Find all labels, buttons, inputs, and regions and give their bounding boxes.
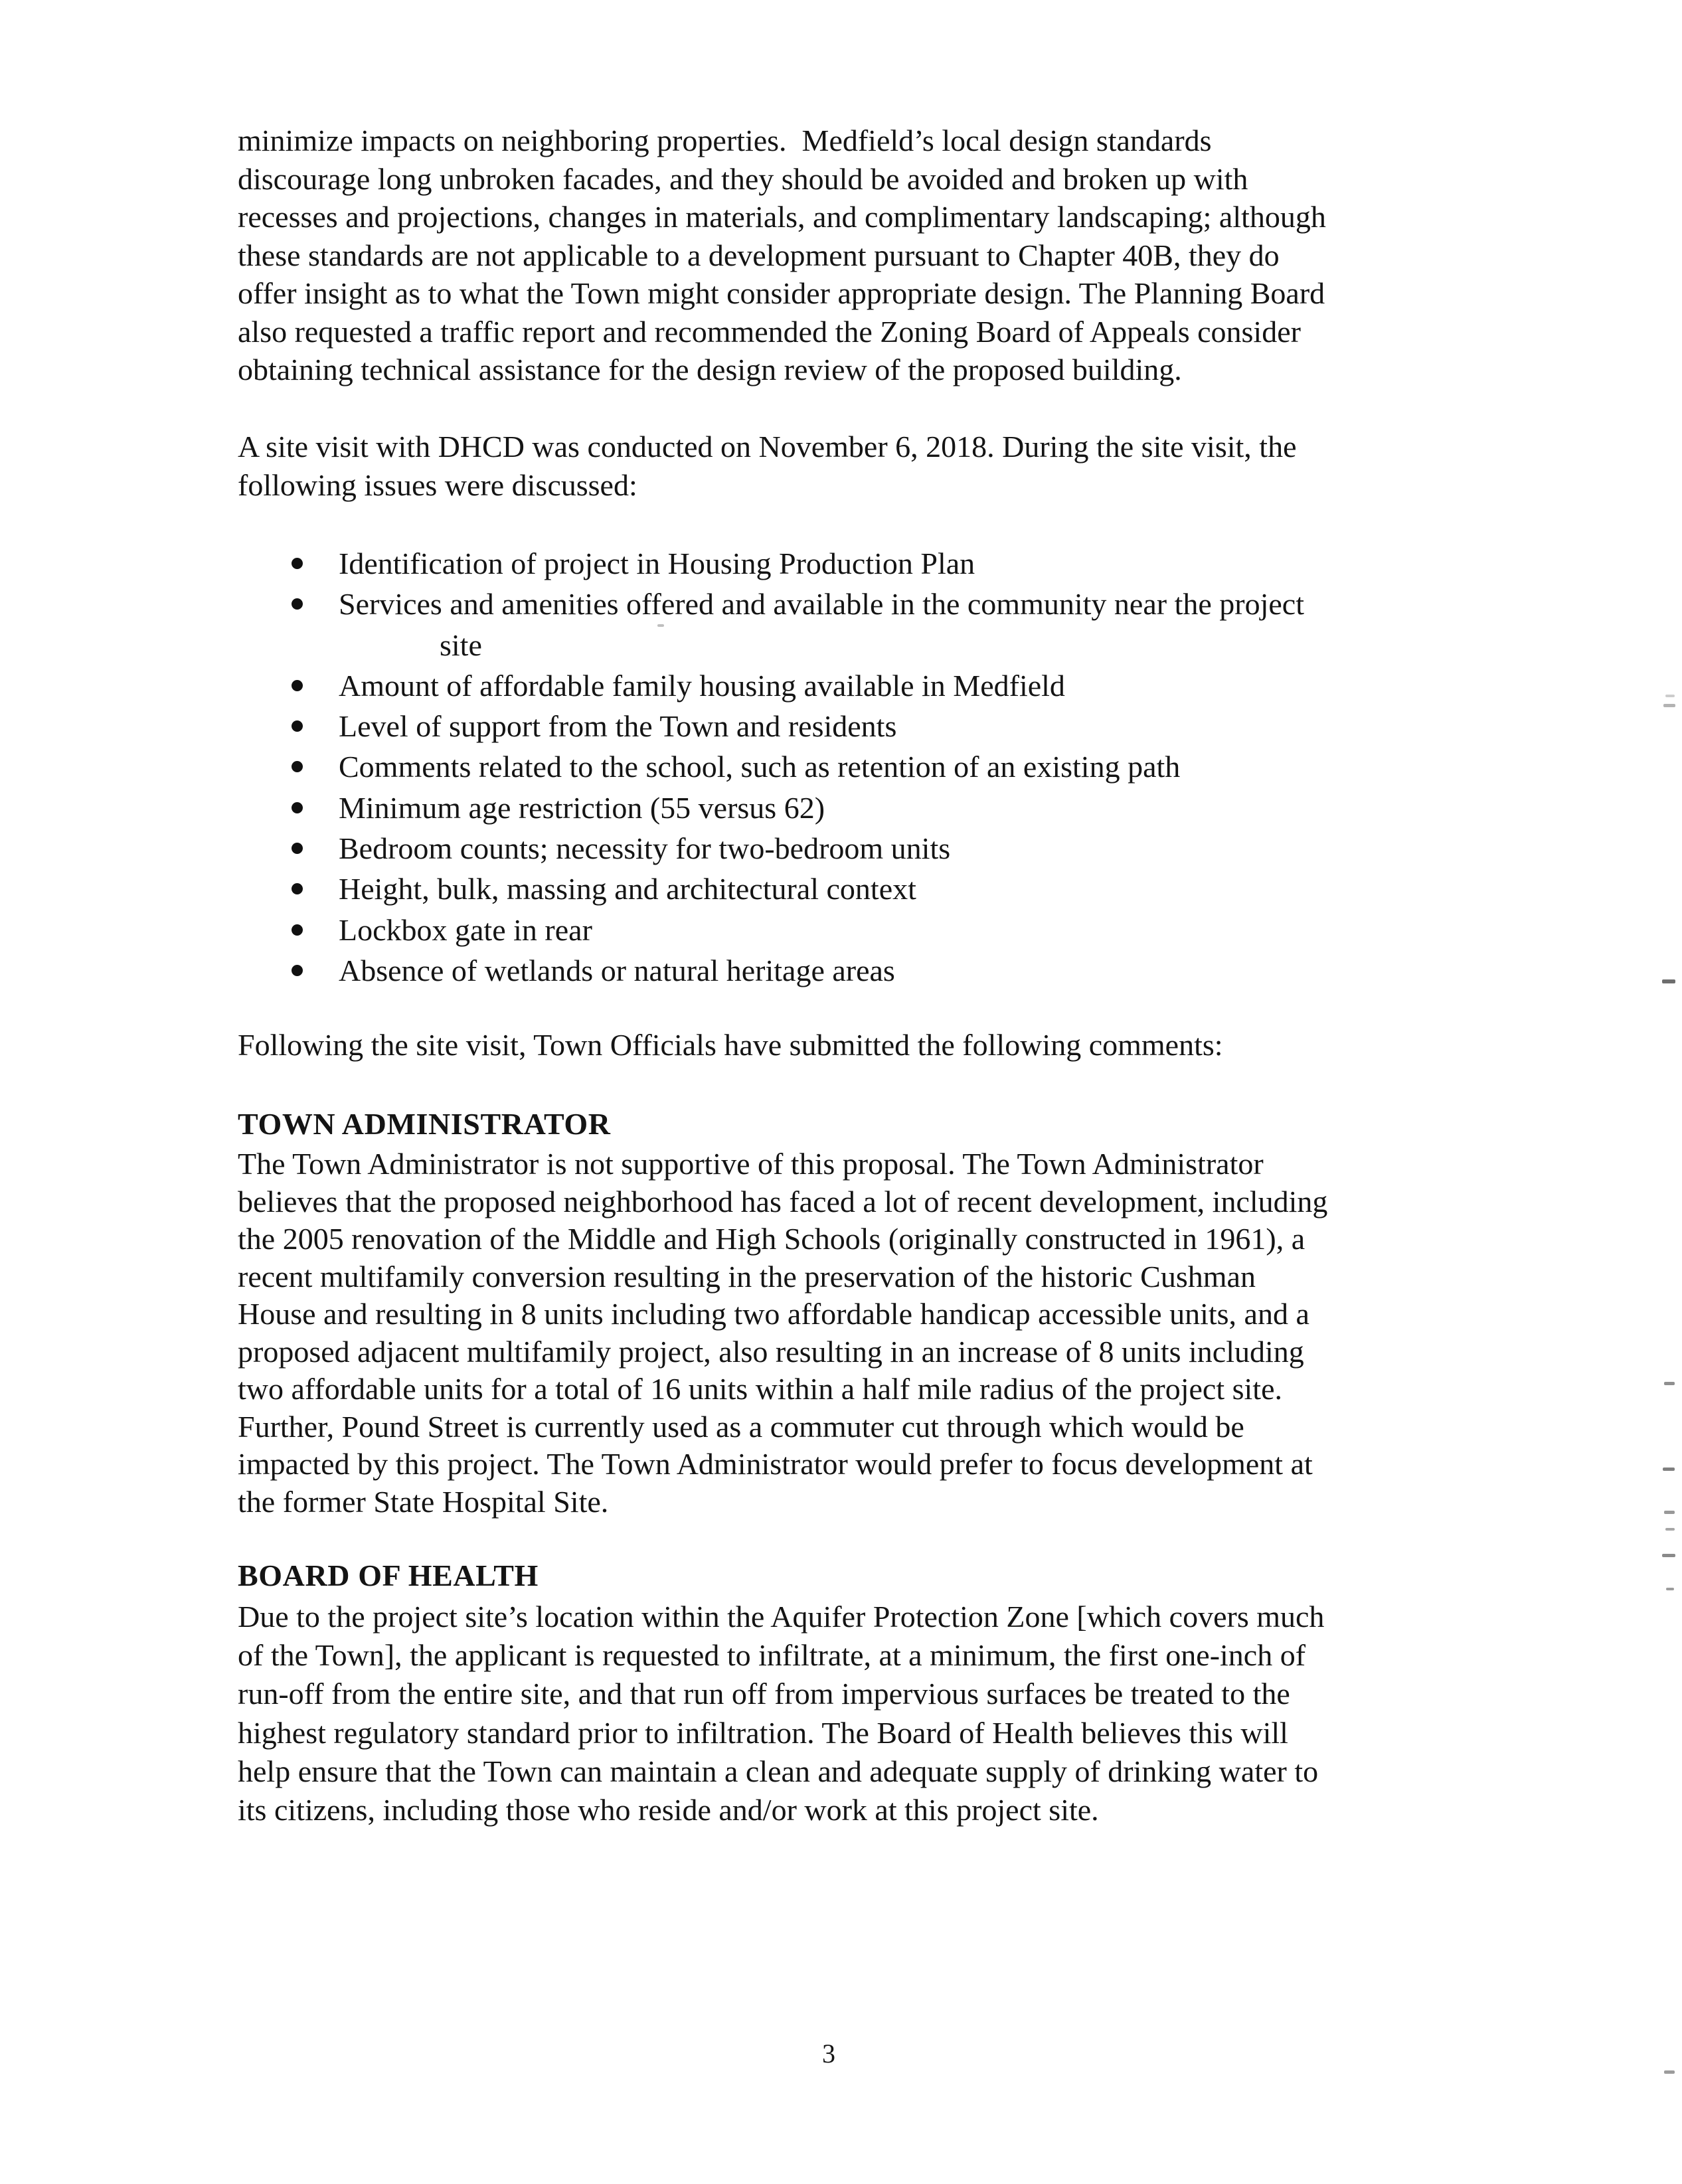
text-line: highest regulatory standard prior to infiltration. The Board of Health believes this will <box>238 1715 1288 1750</box>
section-heading-town-administrator <box>238 1105 611 1143</box>
bullet-icon <box>292 802 303 813</box>
text-line: its citizens, including those who reside and/or work at this project site. <box>238 1793 1099 1827</box>
list-item <box>238 746 1304 787</box>
paragraph-site-visit <box>238 428 1296 504</box>
list-item-text: Height, bulk, massing and architectural context <box>339 872 916 906</box>
scan-speck <box>1662 1554 1675 1557</box>
text-line: recesses and projections, changes in materials, and complimentary landscaping; although <box>238 200 1326 234</box>
paragraph-following <box>238 1026 1223 1064</box>
text-line: obtaining technical assistance for the design review of the proposed building. <box>238 353 1182 386</box>
text-line: of the Town], the applicant is requested to infiltrate, at a minimum, the first one-inch of <box>238 1638 1306 1673</box>
list-item-text: Comments related to the school, such as retention of an existing path <box>339 750 1181 784</box>
text-line: run-off from the entire site, and that run off from impervious surfaces be treated to the <box>238 1677 1290 1711</box>
scan-speck <box>1662 979 1675 983</box>
scan-speck <box>1664 1511 1675 1514</box>
list-item-text: Level of support from the Town and residents <box>339 709 897 744</box>
list-item <box>238 543 1304 584</box>
text-line: offer insight as to what the Town might consider appropriate design. The Planning Board <box>238 276 1325 310</box>
bullet-icon <box>292 965 303 976</box>
text-line: proposed adjacent multifamily project, also resulting in an increase of 8 units including <box>238 1334 1304 1369</box>
text-line: Due to the project site’s location within the Aquifer Protection Zone [which covers much <box>238 1600 1325 1634</box>
list-item-text: Minimum age restriction (55 versus 62) <box>339 790 825 825</box>
list-item <box>238 828 1304 869</box>
list-item <box>238 706 1304 746</box>
list-item <box>238 584 1304 665</box>
scan-speck <box>1663 704 1675 707</box>
scan-speck <box>1664 2070 1675 2074</box>
list-item-text: Identification of project in Housing Production Plan <box>339 546 975 580</box>
list-item-text: Services and amenities offered and available in the community near the project <box>339 587 1304 622</box>
text-line: Following the site visit, Town Officials have submitted the following comments: <box>238 1028 1223 1062</box>
discussion-bullet-list <box>238 543 1304 991</box>
text-line: the former State Hospital Site. <box>238 1484 609 1519</box>
text-line: the 2005 renovation of the Middle and High Schools (originally constructed in 1961), a <box>238 1222 1305 1256</box>
section-heading-board-of-health <box>238 1556 539 1595</box>
bullet-icon <box>292 598 303 610</box>
scan-speck <box>657 624 664 627</box>
text-line: impacted by this project. The Town Administrator would prefer to focus development at <box>238 1447 1313 1481</box>
list-item <box>238 869 1304 909</box>
text-line: A site visit with DHCD was conducted on November 6, 2018. During the site visit, the <box>238 430 1297 463</box>
list-item <box>238 788 1304 828</box>
text-line: discourage long unbroken facades, and they should be avoided and broken up with <box>238 161 1248 196</box>
paragraph-town-administrator <box>238 1145 1327 1521</box>
scan-speck <box>1663 1468 1675 1471</box>
text-line: two affordable units for a total of 16 units within a half mile radius of the project site. <box>238 1372 1282 1406</box>
list-item-text: Absence of wetlands or natural heritage areas <box>339 953 895 987</box>
paragraph-board-of-health <box>238 1598 1324 1829</box>
text-line: The Town Administrator is not supportive of this proposal. The Town Administrator <box>238 1147 1264 1181</box>
bullet-icon <box>292 924 303 936</box>
text-line: Further, Pound Street is currently used as a commuter cut through which would be <box>238 1409 1244 1444</box>
scan-speck <box>1665 695 1675 697</box>
list-item-text: Amount of affordable family housing available in Medfield <box>339 668 1065 703</box>
scan-speck <box>1664 1382 1675 1385</box>
list-item <box>238 950 1304 991</box>
text-line: help ensure that the Town can maintain a clean and adequate supply of drinking water to <box>238 1754 1319 1788</box>
heading-text: BOARD OF HEALTH <box>238 1558 539 1592</box>
scan-speck <box>1666 1588 1674 1590</box>
bullet-icon <box>292 883 303 894</box>
text-line: following issues were discussed: <box>238 467 637 502</box>
list-item <box>238 910 1304 950</box>
text-line: these standards are not applicable to a development pursuant to Chapter 40B, they do <box>238 238 1280 272</box>
bullet-icon <box>292 558 303 569</box>
text-line: also requested a traffic report and recommended the Zoning Board of Appeals consider <box>238 314 1301 349</box>
list-item-text: Bedroom counts; necessity for two-bedroom units <box>339 831 951 866</box>
scan-speck <box>1665 1528 1675 1531</box>
heading-text: TOWN ADMINISTRATOR <box>238 1107 611 1141</box>
text-line: House and resulting in 8 units including two affordable handicap accessible units, and a <box>238 1297 1309 1331</box>
bullet-icon <box>292 680 303 691</box>
paragraph-design-standards <box>238 122 1326 389</box>
list-item <box>238 665 1304 706</box>
bullet-icon <box>292 843 303 854</box>
list-item-wrap-text: site <box>440 628 482 662</box>
text-line: believes that the proposed neighborhood has faced a lot of recent development, including <box>238 1184 1328 1218</box>
list-item-text: Lockbox gate in rear <box>339 912 592 947</box>
bullet-icon <box>292 720 303 732</box>
text-line: minimize impacts on neighboring properties. Medfield’s local design standards <box>238 124 1212 157</box>
page-number: 3 <box>822 2039 835 2068</box>
text-line: recent multifamily conversion resulting in the preservation of the historic Cushman <box>238 1259 1256 1294</box>
bullet-icon <box>292 761 303 772</box>
